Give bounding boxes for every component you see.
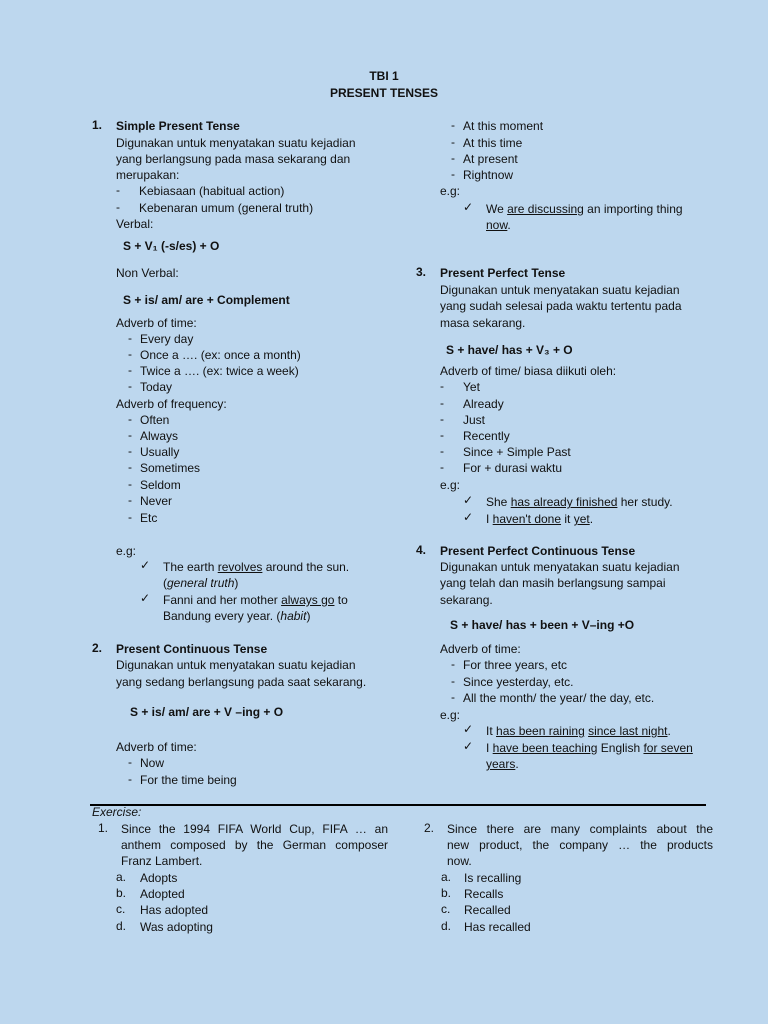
example-sentence: She has already finished her study. — [486, 495, 673, 509]
list-item: Never — [140, 494, 173, 508]
example-sentence: years. — [486, 757, 519, 771]
answer-option[interactable]: Adopts — [140, 871, 178, 885]
label: Non Verbal: — [116, 266, 179, 280]
list-item: Kebiasaan (habitual action) — [139, 184, 285, 198]
list-item: Kebenaran umum (general truth) — [139, 201, 314, 215]
question-line: Franz Lambert. — [121, 854, 203, 868]
list-item: Sometimes — [140, 461, 201, 475]
example-sentence: now. — [486, 218, 511, 232]
bullet-dash: - — [116, 183, 120, 197]
list-item: At this time — [463, 136, 523, 150]
formula: S + is/ am/ are + V –ing + O — [130, 705, 284, 719]
list-item: At this moment — [463, 119, 544, 133]
list-item: Already — [463, 397, 504, 411]
question-line: Since there are many complaints about the — [447, 822, 713, 836]
example-sentence: Fanni and her mother always go to — [163, 593, 348, 607]
label: e.g: — [440, 708, 461, 722]
example-note: (general truth) — [163, 576, 239, 590]
list-item: Yet — [463, 380, 480, 394]
section-desc-line: Digunakan untuk menyatakan suatu kejadian — [440, 560, 680, 574]
list-item: For three years, etc — [463, 658, 568, 672]
label: e.g: — [440, 184, 461, 198]
question-number: 1. — [98, 821, 109, 835]
example-sentence: The earth revolves around the sun. — [163, 560, 350, 574]
section-title: Present Continuous Tense — [116, 642, 268, 656]
list-item: Often — [140, 413, 170, 427]
checkmark-icon: ✓ — [463, 200, 474, 214]
bullet-dash: - — [128, 755, 132, 769]
bullet-dash: - — [128, 493, 132, 507]
option-letter: c. — [441, 902, 451, 916]
list-item: Just — [463, 413, 486, 427]
list-item: Recently — [463, 429, 510, 443]
bullet-dash: - — [440, 396, 444, 410]
section-desc-line: masa sekarang. — [440, 316, 526, 330]
label: Verbal: — [116, 217, 154, 231]
option-letter: b. — [116, 886, 127, 900]
bullet-dash: - — [128, 363, 132, 377]
list-item: Once a …. (ex: once a month) — [140, 348, 301, 362]
answer-option[interactable]: Is recalling — [464, 871, 522, 885]
section-number: 4. — [416, 543, 427, 557]
section-title: Simple Present Tense — [116, 119, 240, 133]
option-letter: d. — [441, 919, 452, 933]
section-desc-line: yang telah dan masih berlangsung sampai — [440, 576, 666, 590]
section-number: 2. — [92, 641, 103, 655]
list-item: For the time being — [140, 773, 237, 787]
bullet-dash: - — [128, 444, 132, 458]
bullet-dash: - — [440, 460, 444, 474]
question-line: Since the 1994 FIFA World Cup, FIFA … an — [121, 822, 388, 836]
bullet-dash: - — [128, 331, 132, 345]
example-sentence: Bandung every year. (habit) — [163, 609, 311, 623]
section-desc-line: Digunakan untuk menyatakan suatu kejadian — [440, 283, 680, 297]
list-item: Rightnow — [463, 168, 514, 182]
bullet-dash: - — [451, 151, 455, 165]
section-desc-line: yang sedang berlangsung pada saat sekarang. — [116, 675, 367, 689]
bullet-dash: - — [451, 690, 455, 704]
example-sentence: It has been raining since last night. — [486, 724, 671, 738]
checkmark-icon: ✓ — [140, 558, 151, 572]
divider — [90, 804, 706, 806]
course-title: TBI 1 — [369, 69, 399, 83]
bullet-dash: - — [128, 347, 132, 361]
checkmark-icon: ✓ — [463, 739, 474, 753]
bullet-dash: - — [451, 167, 455, 181]
question-number: 2. — [424, 821, 435, 835]
option-letter: a. — [116, 870, 127, 884]
example-sentence: I have been teaching English for seven — [486, 741, 693, 755]
bullet-dash: - — [440, 379, 444, 393]
list-item: Since + Simple Past — [463, 445, 571, 459]
label: e.g: — [116, 544, 137, 558]
section-title: Present Perfect Continuous Tense — [440, 544, 636, 558]
section-desc-line: Digunakan untuk menyatakan suatu kejadian — [116, 658, 356, 672]
bullet-dash: - — [128, 379, 132, 393]
option-letter: d. — [116, 919, 127, 933]
bullet-dash: - — [451, 674, 455, 688]
bullet-dash: - — [128, 428, 132, 442]
option-letter: a. — [441, 870, 452, 884]
formula: S + is/ am/ are + Complement — [123, 293, 290, 307]
bullet-dash: - — [440, 428, 444, 442]
question-line: new product, the company … the products — [447, 838, 713, 852]
answer-option[interactable]: Was adopting — [140, 920, 213, 934]
section-desc-line: Digunakan untuk menyatakan suatu kejadian — [116, 136, 356, 150]
question-line: now. — [447, 854, 472, 868]
bullet-dash: - — [451, 118, 455, 132]
list-item: Seldom — [140, 478, 181, 492]
section-desc-line: merupakan: — [116, 168, 180, 182]
list-item: Every day — [140, 332, 194, 346]
option-letter: c. — [116, 902, 126, 916]
list-item: Today — [140, 380, 173, 394]
answer-option[interactable]: Has recalled — [464, 920, 531, 934]
example-sentence: I haven't done it yet. — [486, 512, 594, 526]
formula: S + have/ has + V₃ + O — [446, 343, 573, 357]
bullet-dash: - — [128, 412, 132, 426]
section-desc-line: yang sudah selesai pada waktu tertentu pada — [440, 299, 682, 313]
label: e.g: — [440, 478, 461, 492]
bullet-dash: - — [128, 460, 132, 474]
label: Adverb of frequency: — [116, 397, 227, 411]
label: Adverb of time: — [440, 642, 521, 656]
bullet-dash: - — [116, 200, 120, 214]
section-desc-line: yang berlangsung pada masa sekarang dan — [116, 152, 351, 166]
list-item: Since yesterday, etc. — [463, 675, 574, 689]
bullet-dash: - — [440, 444, 444, 458]
answer-option[interactable]: Adopted — [140, 887, 185, 901]
bullet-dash: - — [440, 412, 444, 426]
section-desc-line: sekarang. — [440, 593, 493, 607]
checkmark-icon: ✓ — [463, 722, 474, 736]
label: Adverb of time/ biasa diikuti oleh: — [440, 364, 617, 378]
page-title: PRESENT TENSES — [329, 86, 439, 100]
formula: S + have/ has + been + V–ing +O — [450, 618, 635, 632]
checkmark-icon: ✓ — [140, 591, 151, 605]
question-line: anthem composed by the German composer — [121, 838, 388, 852]
bullet-dash: - — [128, 510, 132, 524]
list-item: Now — [140, 756, 165, 770]
answer-option[interactable]: Recalls — [464, 887, 504, 901]
answer-option[interactable]: Has adopted — [140, 903, 209, 917]
list-item: At present — [463, 152, 518, 166]
bullet-dash: - — [128, 772, 132, 786]
list-item: Always — [140, 429, 179, 443]
formula: S + V₁ (-s/es) + O — [123, 239, 220, 253]
label: Adverb of time: — [116, 316, 197, 330]
list-item: Twice a …. (ex: twice a week) — [140, 364, 299, 378]
section-number: 3. — [416, 265, 427, 279]
section-number: 1. — [92, 118, 103, 132]
option-letter: b. — [441, 886, 452, 900]
list-item: For + durasi waktu — [463, 461, 563, 475]
bullet-dash: - — [128, 477, 132, 491]
exercise-label: Exercise: — [92, 805, 142, 819]
answer-option[interactable]: Recalled — [464, 903, 511, 917]
checkmark-icon: ✓ — [463, 510, 474, 524]
label: Adverb of time: — [116, 740, 197, 754]
example-sentence: We are discussing an importing thing — [486, 202, 683, 216]
list-item: Usually — [140, 445, 180, 459]
checkmark-icon: ✓ — [463, 493, 474, 507]
list-item: Etc — [140, 511, 158, 525]
section-title: Present Perfect Tense — [440, 266, 566, 280]
list-item: All the month/ the year/ the day, etc. — [463, 691, 655, 705]
bullet-dash: - — [451, 657, 455, 671]
bullet-dash: - — [451, 135, 455, 149]
